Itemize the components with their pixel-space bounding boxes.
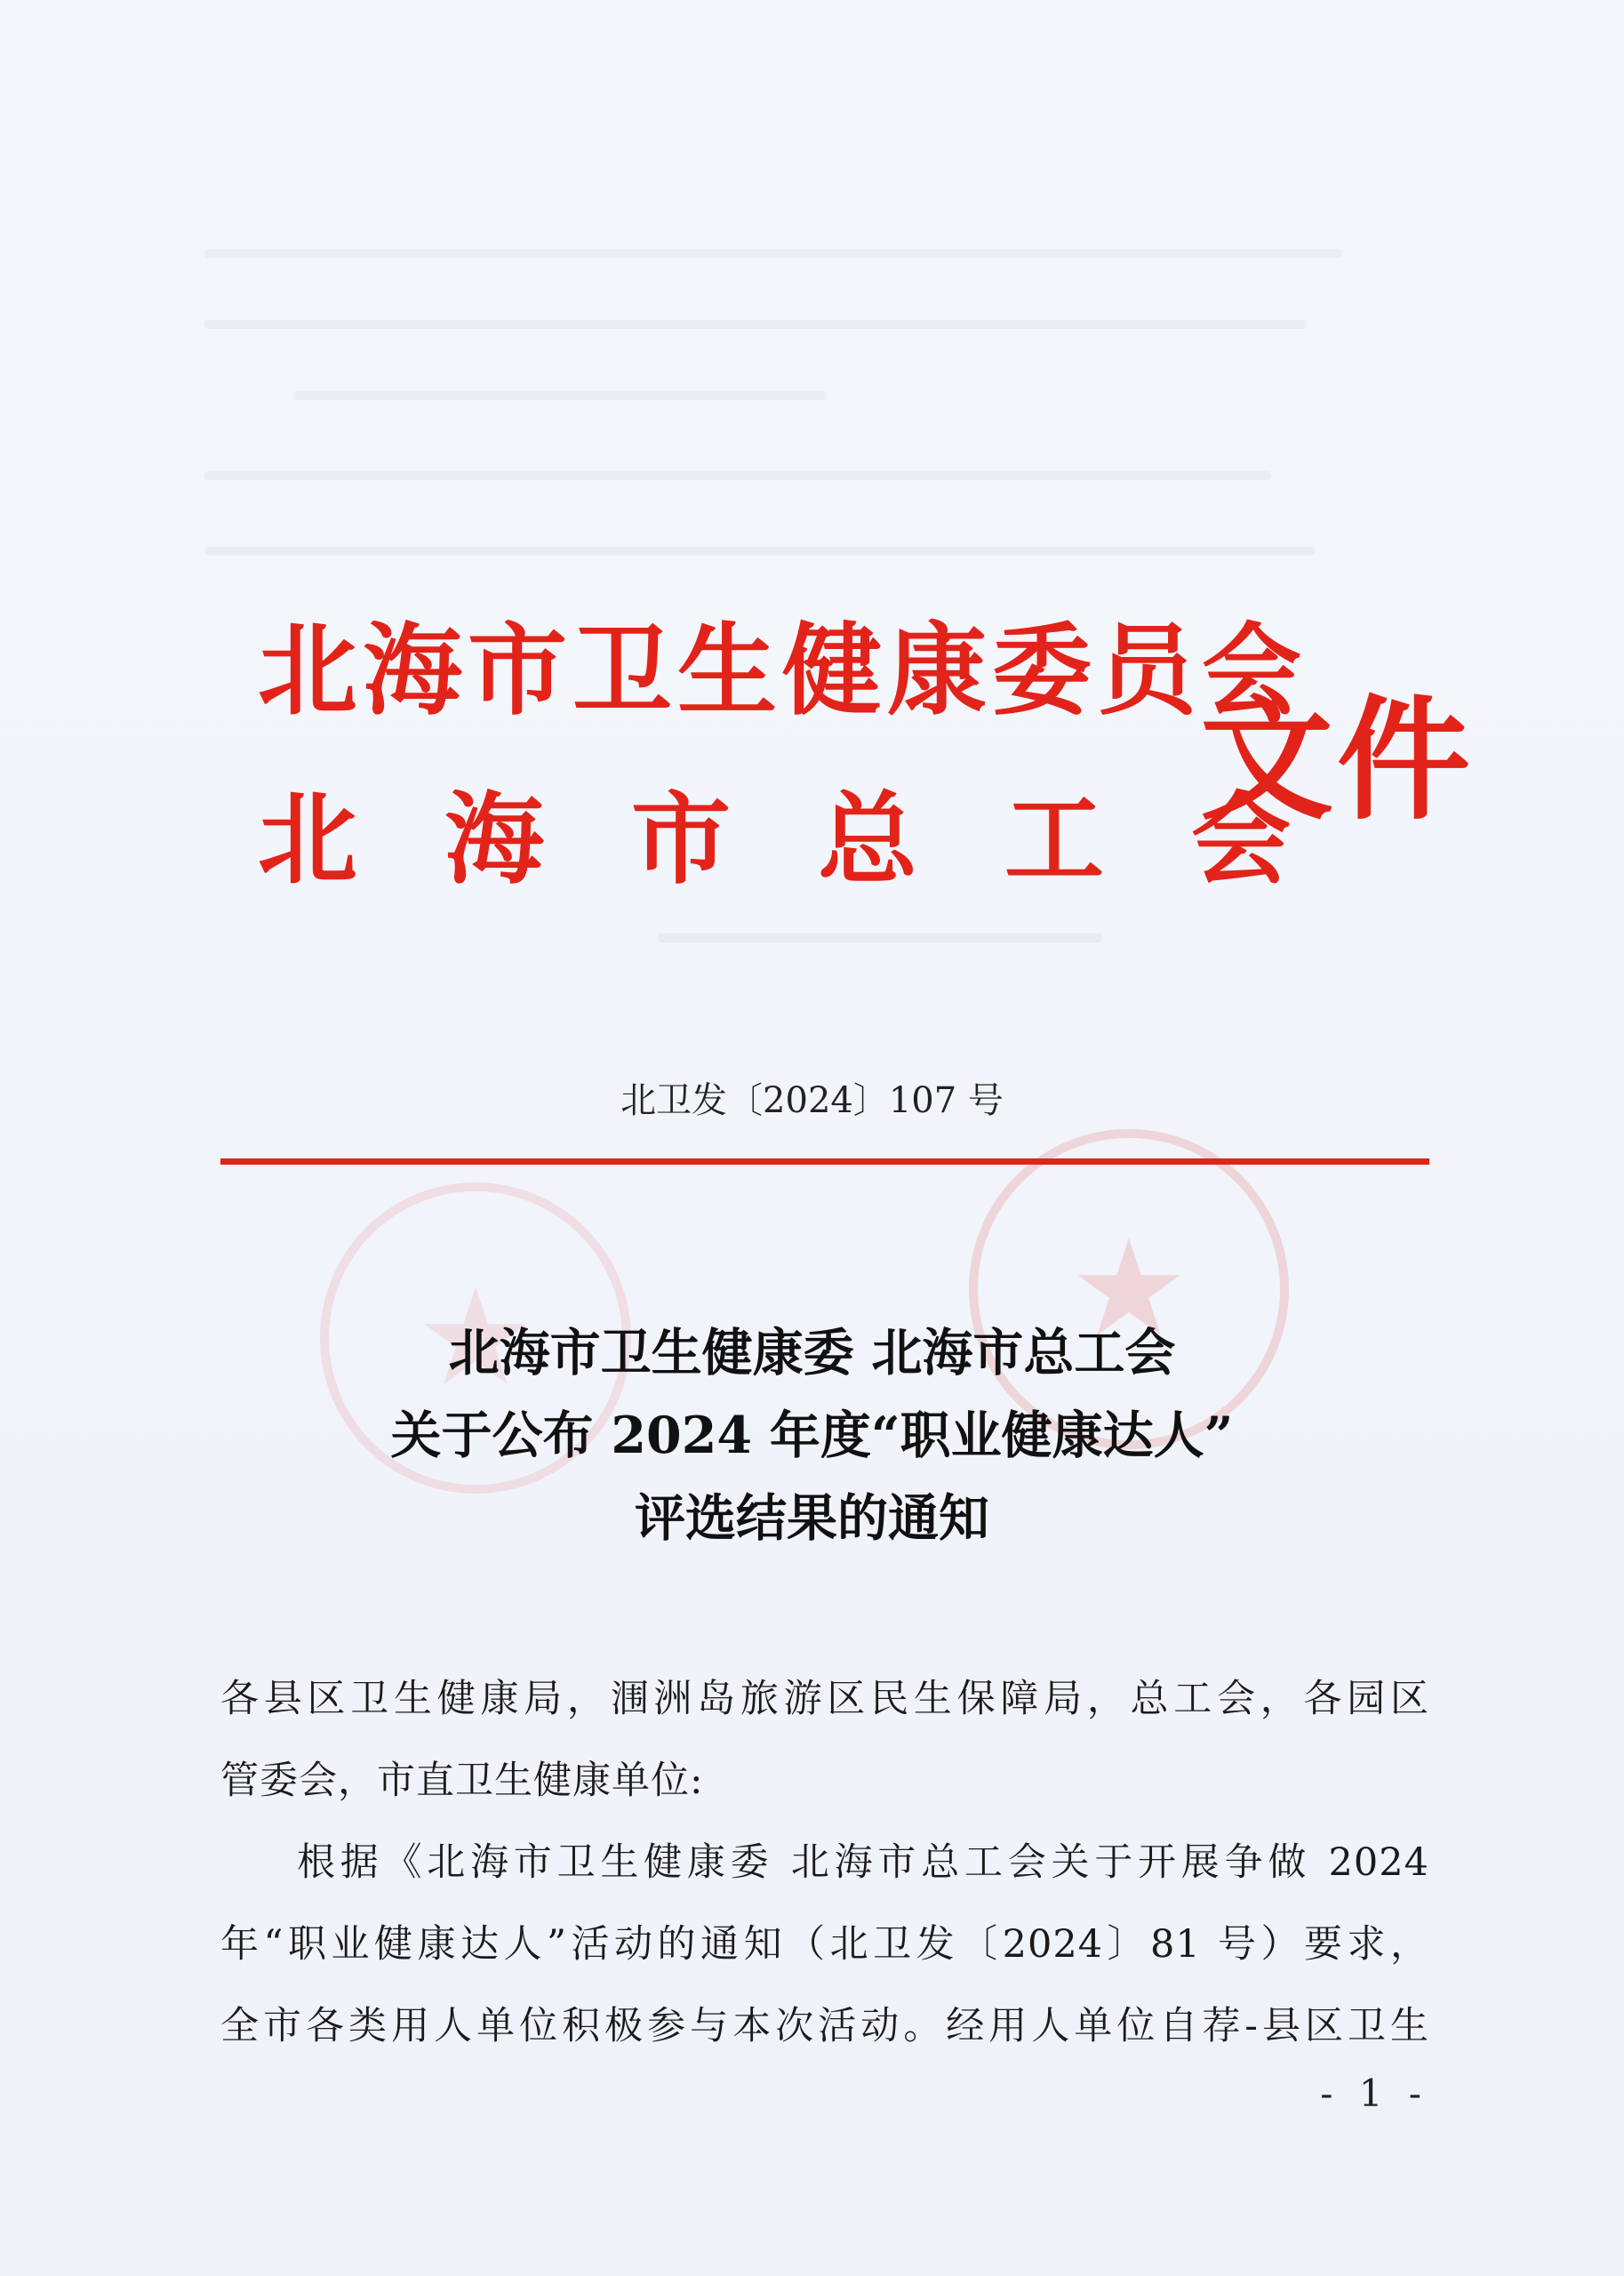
bleed-through-line <box>204 471 1271 480</box>
seal-star-icon: ★ <box>415 1261 536 1415</box>
body-line-1: 各县区卫生健康局，涠洲岛旅游区民生保障局，总工会，各园区 <box>220 1677 1429 1721</box>
notice-body <box>220 1658 1429 2067</box>
masthead-org-line-1: 北海市卫生健康委员会 <box>258 613 1307 729</box>
body-line-3: 根据《北海市卫生健康委 北海市总工会关于开展争做 2024 <box>297 1840 1429 1885</box>
title-line-3: 评选结果的通知 <box>635 1488 989 1548</box>
bleed-through-line <box>658 934 1102 942</box>
document-number: 北卫发〔2024〕107 号 <box>620 1080 1004 1121</box>
body-line-2: 管委会，市直卫生健康单位: <box>220 1759 704 1803</box>
red-divider-line <box>220 1158 1429 1165</box>
title-line-2: 关于公布 2024 年度“职业健康达人” <box>390 1406 1234 1465</box>
notice-title <box>0 1311 1624 1559</box>
page-number: - 1 - <box>1320 2072 1428 2115</box>
body-line-4: 年“职业健康达人”活动的通知（北卫发〔2024〕81 号）要求， <box>220 1922 1429 1967</box>
masthead-org-line-2: 北海市总工会 <box>258 781 1378 898</box>
seal-star-icon: ★ <box>1068 1212 1189 1366</box>
bleed-through-line <box>204 320 1307 329</box>
body-line-5: 全市各类用人单位积极参与本次活动。经用人单位自荐-县区卫生 <box>220 2004 1429 2048</box>
bleed-through-line <box>293 391 827 400</box>
bleed-through-line <box>204 547 1316 556</box>
title-line-1: 北海市卫生健康委 北海市总工会 <box>448 1323 1176 1382</box>
bleed-through-line <box>204 249 1342 258</box>
masthead-suffix: 文件 <box>1200 682 1475 838</box>
masthead <box>258 596 1475 934</box>
